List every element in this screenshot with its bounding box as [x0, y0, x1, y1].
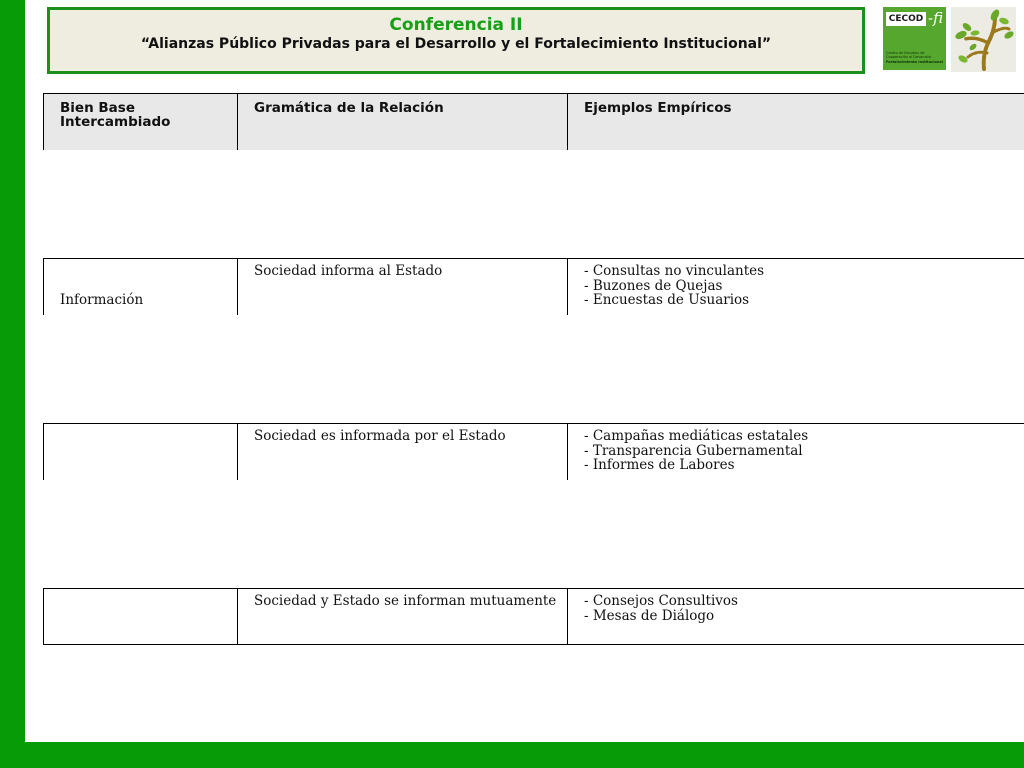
table-row [43, 258, 1024, 315]
page-subtitle: “Alianzas Público Privadas para el Desarrollo y el Fortalecimiento Institucional” [140, 36, 772, 52]
column-header-ejemplos: Ejemplos Empíricos [584, 100, 732, 116]
title-box [47, 7, 865, 74]
cell-ejemplos: - Consultas no vinculantes - Buzones de Quejas - Encuestas de Usuarios [584, 263, 765, 308]
table-header-row [43, 93, 1024, 150]
left-frame-bar [0, 0, 25, 768]
tree-icon [951, 7, 1016, 72]
cell-gramatica: Sociedad informa al Estado [254, 263, 443, 279]
cell-gramatica: Sociedad y Estado se informan mutuamente [254, 593, 557, 609]
cecod-logo-caption: Centro de Estudios de Cooperación al Desarrollo Fortalecimiento Institucional [886, 51, 943, 64]
cecod-logo [883, 7, 946, 70]
bottom-frame-bar [0, 742, 1024, 768]
cell-ejemplos: - Campañas mediáticas estatales - Transparencia Gubernamental - Informes de Labores [584, 428, 809, 473]
column-header-bien: Bien Base Intercambiado [60, 100, 171, 130]
cell-bien: Información [60, 292, 144, 308]
cell-gramatica: Sociedad es informada por el Estado [254, 428, 506, 444]
cecod-logo-text: CECOD [886, 12, 926, 26]
table-row [43, 423, 1024, 480]
column-header-gramatica: Gramática de la Relación [254, 100, 444, 116]
table-row [43, 588, 1024, 645]
cecod-logo-fi: -fi [928, 9, 944, 27]
page-title: Conferencia II [389, 15, 523, 35]
cell-ejemplos: - Consejos Consultivos - Mesas de Diálogo [584, 593, 738, 624]
